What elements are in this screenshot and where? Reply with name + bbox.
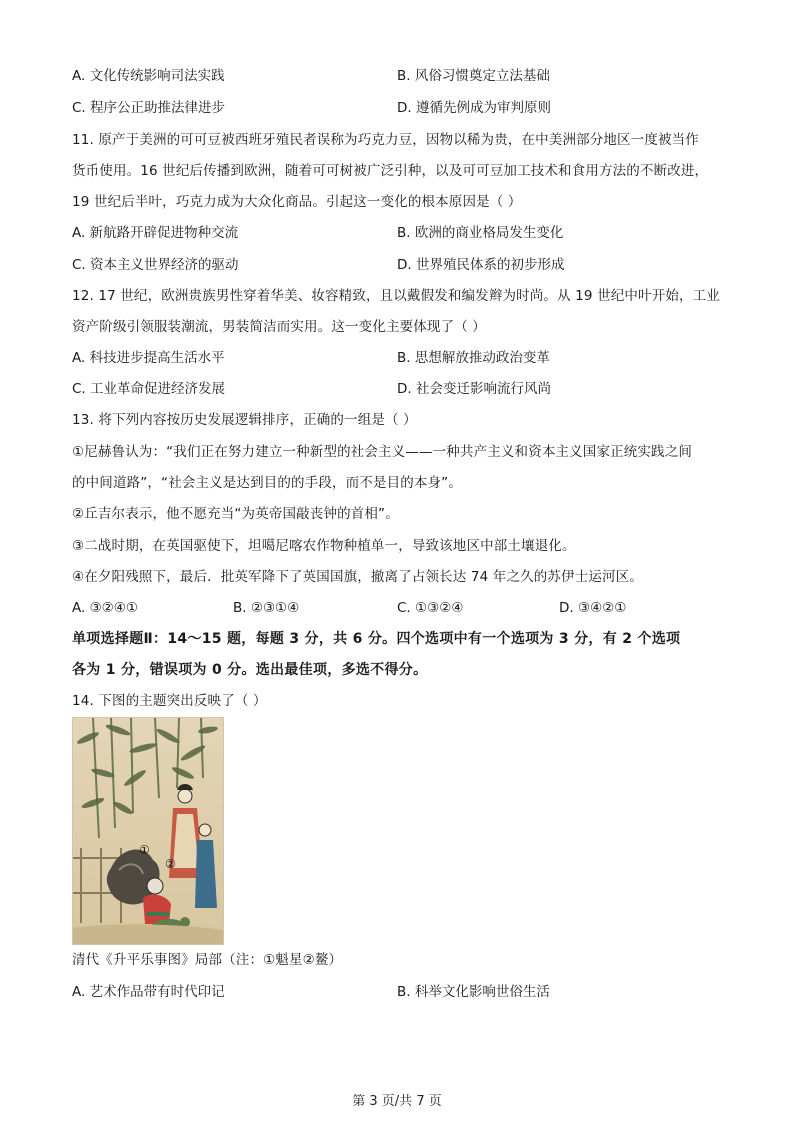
- q12-stem-line2: 资产阶级引领服装潮流，男装简洁而实用。这一变化主要体现了（ ）: [72, 319, 486, 335]
- q14-option-a: A. 艺术作品带有时代印记: [72, 984, 225, 1000]
- qing-painting-image: [72, 717, 224, 945]
- painting-marker-1: ①: [139, 843, 150, 857]
- q13-item3: ③二战时期，在英国驱使下，坦噶尼喀农作物种植单一，导致该地区中部土壤退化。: [72, 538, 576, 554]
- q13-item1-line1: ①尼赫鲁认为：“我们正在努力建立一种新型的社会主义——一种共产主义和资本主义国家正统实践之间: [72, 444, 692, 460]
- q12-option-c: C. 工业革命促进经济发展: [72, 381, 226, 397]
- q12-option-b: B. 思想解放推动政治变革: [397, 350, 550, 366]
- q11-option-c: C. 资本主义世界经济的驱动: [72, 257, 239, 273]
- q10-option-c: C. 程序公正助推法律进步: [72, 100, 226, 116]
- page-number-footer: 第 3 页/共 7 页: [352, 1094, 442, 1109]
- q11-option-a: A. 新航路开辟促进物种交流: [72, 225, 239, 241]
- q14-option-b: B. 科举文化影响世俗生活: [397, 984, 550, 1000]
- q12-stem-line1: 12. 17 世纪，欧洲贵族男性穿着华美、妆容精致，且以戴假发和编发辫为时尚。从 19 世纪中叶开始，工业: [72, 288, 720, 304]
- q13-option-c: C. ①③②④: [397, 600, 464, 616]
- painting-marker-2: ②: [165, 857, 176, 871]
- q11-stem-line2: 货币使用。16 世纪后传播到欧洲，随着可可树被广泛引种，以及可可豆加工技术和食用方法的不断改进，: [72, 163, 709, 179]
- q13-option-d: D. ③④②①: [559, 600, 627, 616]
- q13-stem: 13. 将下列内容按历史发展逻辑排序，正确的一组是（ ）: [72, 412, 417, 428]
- q14-painting-caption: 清代《升平乐事图》局部（注：①魁星②鳌）: [72, 952, 343, 968]
- q11-stem-line3: 19 世纪后半叶，巧克力成为大众化商品。引起这一变化的根本原因是（ ）: [72, 194, 522, 210]
- q10-option-a: A. 文化传统影响司法实践: [72, 68, 225, 84]
- q11-option-d: D. 世界殖民体系的初步形成: [397, 257, 565, 273]
- q10-option-b: B. 风俗习惯奠定立法基础: [397, 68, 550, 84]
- q13-option-a: A. ③②④①: [72, 600, 138, 616]
- section2-instructions-line1: 单项选择题Ⅱ：14～15 题，每题 3 分，共 6 分。四个选项中有一个选项为 3 分，有 2 个选项: [72, 631, 681, 647]
- q12-option-d: D. 社会变迁影响流行风尚: [397, 381, 551, 397]
- q13-item4: ④在夕阳残照下，最后．批英军降下了英国国旗，撤离了占领长达 74 年之久的苏伊士运河区。: [72, 569, 643, 585]
- q13-item1-line2: 的中间道路”，“社会主义是达到目的的手段，而不是目的本身”。: [72, 475, 462, 491]
- q14-stem: 14. 下图的主题突出反映了（ ）: [72, 693, 267, 709]
- q11-stem-line1: 11. 原产于美洲的可可豆被西班牙殖民者误称为巧克力豆，因物以稀为贵，在中美洲部分地区一度被当作: [72, 132, 699, 148]
- q12-option-a: A. 科技进步提高生活水平: [72, 350, 225, 366]
- section2-instructions-line2: 各为 1 分，错误项为 0 分。选出最佳项，多选不得分。: [72, 662, 428, 678]
- q13-option-b: B. ②③①④: [233, 600, 300, 616]
- q11-option-b: B. 欧洲的商业格局发生变化: [397, 225, 564, 241]
- q13-item2: ②丘吉尔表示，他不愿充当“为英帝国敲丧钟的首相”。: [72, 506, 399, 522]
- q10-option-d: D. 遵循先例成为审判原则: [397, 100, 551, 116]
